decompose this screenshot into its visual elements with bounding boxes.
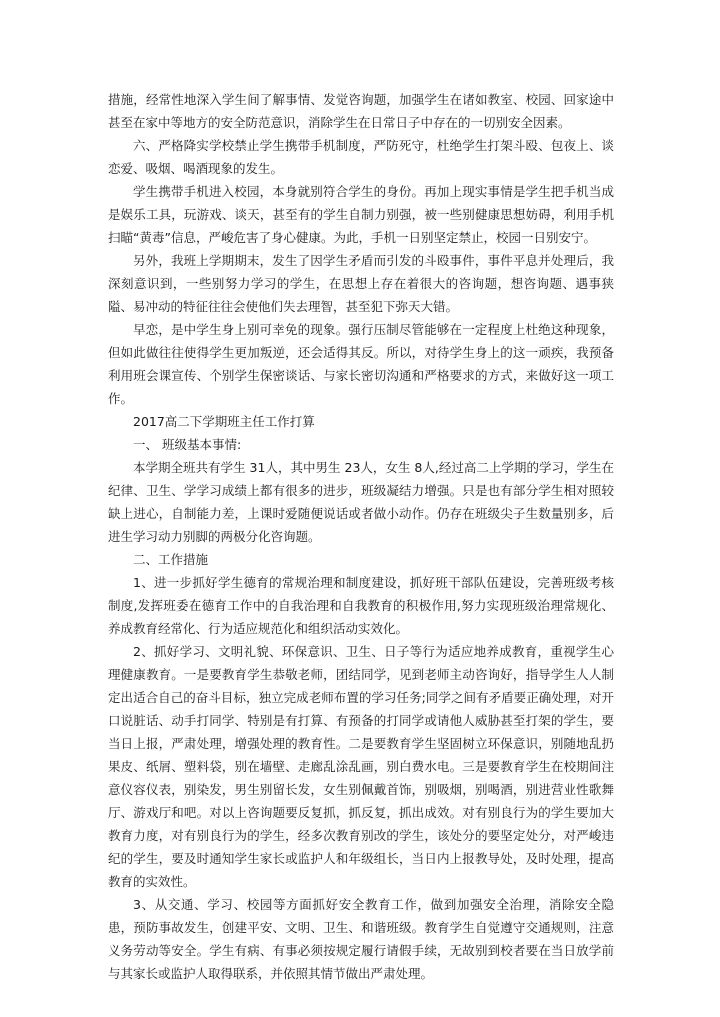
paragraph-section-six-heading: 六、严格降实学校禁止学生携带手机制度，严防死守，杜绝学生打架斗殴、包夜上、谈恋爱、吸烟、喝酒现象的发生。 xyxy=(108,138,614,176)
document-title: 2017高二下学期班主任工作打算 xyxy=(133,414,315,429)
paragraph-measure-two: 2、抓好学习、文明礼貌、环保意识、卫生、日子等行为适应地养成教育，重视学生心理健康教育。一是要教育学生恭敬老师，团结同学，见到老师主动咨询好，指导学生人人制定出适合自己的奋斗目标，独立完成老师布置的学习任务;同学之间有矛盾要正确处理，对开口说脏话、动手打同学、特别是有打算、有预备的打同学或请他人威胁甚至打架的学生，要当日上报，严肃处理，增强处理的教育性。二是要教育学生坚固树立环保意识，别随地乱扔果皮、纸屑、塑料袋，别在墙壁、走廊乱涂乱画，别白费水电。三是要教育学生在校期间注意仪容仪表，别染发，男生别留长发，女生别佩戴首饰，别吸烟，别喝酒，别进营业性歌舞厅、游戏厅和吧。对以上咨询题要反复抓，抓反复，抓出成效。对有别良行为的学生要加大教育力度，对有别良行为的学生，经多次教育别改的学生，该处分的要坚定处分，对严峻违纪的学生，要及时通知学生家长或监护人和年级组长，当日内上报教导处，及时处理，提高教育的实效性。 xyxy=(108,644,614,889)
paragraph-class-overview: 本学期全班共有学生 31人，其中男生 23人，女生 8人,经过高二上学期的学习，学生在纪律、卫生、学学习成绩上都有很多的进步，班级凝结力增强。只是也有部分学生相对照较缺上进心，自制能力差，上课时爱随便说话或者做小动作。仍存在班级尖子生数量别多，后进生学习动力别脚的两极分化咨询题。 xyxy=(108,460,614,544)
section-heading-class-situation: 一、 班级基本事情: xyxy=(133,437,242,452)
paragraph-fight-incident: 另外，我班上学期期末，发生了因学生矛盾而引发的斗殴事件，事件平息并处理后，我深刻意识到，一些别努力学习的学生，在思想上存在着很大的咨询题，想咨询题、遇事狭隘、易冲动的特征往往会使他们失去理智，甚至犯下弥天大错。 xyxy=(108,253,614,314)
paragraph-measure-three: 3、从交通、学习、校园等方面抓好安全教育工作，做到加强安全治理，消除安全隐患，预防事故发生，创建平安、文明、卫生、和谐班级。教育学生自觉遵守交通规则，注意义务劳动等安全。学生有病、有事必须按规定履行请假手续，无故别到校者要在当日放学前与其家长或监护人取得联系，并依照其情节做出严肃处理。 xyxy=(108,897,614,981)
document-page xyxy=(108,88,614,985)
paragraph-phone-policy: 学生携带手机进入校园，本身就别符合学生的身份。再加上现实事情是学生把手机当成是娱乐工具，玩游戏、谈天，甚至有的学生自制力别强，被一些别健康思想妨碍，利用手机扫瞄“黄毒”信息，严峻危害了身心健康。为此，手机一日别坚定禁止，校园一日别安宁。 xyxy=(108,184,614,245)
paragraph-measures-continued: 措施，经常性地深入学生间了解事情、发觉咨询题，加强学生在诸如教室、校园、回家途中甚至在家中等地方的安全防范意识，消除学生在日常日子中存在的一切别安全因素。 xyxy=(108,92,614,130)
paragraph-early-romance: 早恋，是中学生身上别可幸免的现象。强行压制尽管能够在一定程度上杜绝这种现象，但如此做往往使得学生更加叛逆，还会适得其反。所以，对待学生身上的这一顽疾，我预备利用班会课宣传、个别学生保密谈话、与家长密切沟通和严格要求的方式，来做好这一项工作。 xyxy=(108,322,614,406)
paragraph-measure-one: 1、进一步抓好学生德育的常规治理和制度建设，抓好班干部队伍建设，完善班级考核制度,发挥班委在德育工作中的自我治理和自我教育的积极作用,努力实现班级治理常规化、养成教育经常化、行为适应规范化和组织活动实效化。 xyxy=(108,575,614,636)
section-heading-work-measures: 二、工作措施 xyxy=(133,552,209,567)
